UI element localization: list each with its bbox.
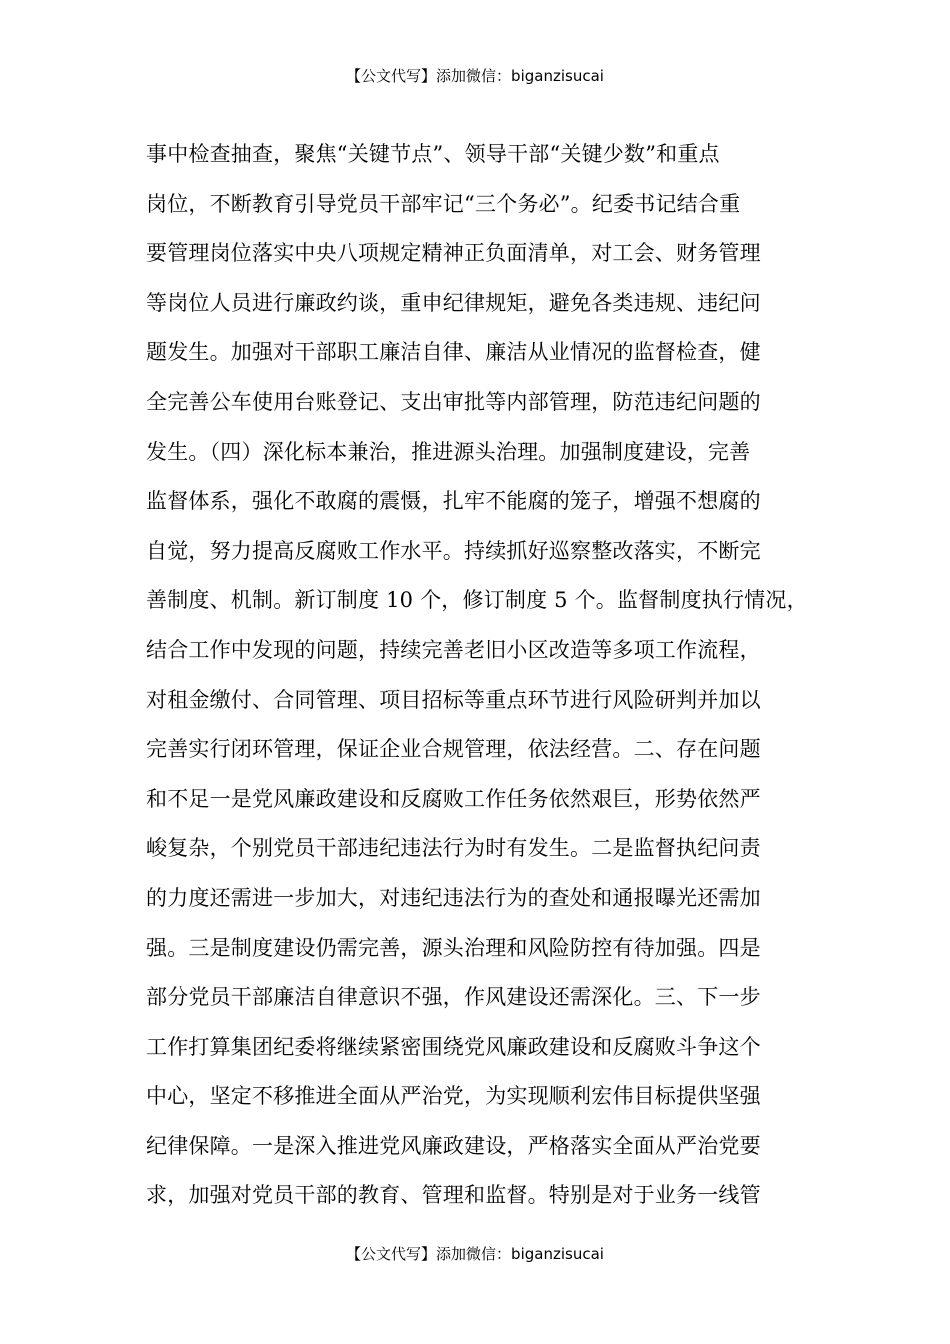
text-line: 峻复杂，个别党员干部违纪违法行为时有发生。二是监督执纪问责 (146, 836, 761, 861)
body-text (146, 130, 826, 1221)
text-line: 和不足一是党风廉政建设和反腐败工作任务依然艰巨，形势依然严 (146, 786, 761, 811)
text-line: 完善实行闭环管理，保证企业合规管理，依法经营。二、存在问题 (146, 737, 761, 762)
text-line: 中心，坚定不移推进全面从严治党，为实现顺利宏伟目标提供坚强 (146, 1084, 761, 1109)
page-header: 【公文代写】添加微信：biganzisucai (346, 67, 604, 85)
text-line: 的力度还需进一步加大，对违纪违法行为的查处和通报曝光还需加 (146, 885, 761, 910)
text-line: 监督体系，强化不敢腐的震慑，扎牢不能腐的笼子，增强不想腐的 (146, 489, 761, 514)
text-line: 全完善公车使用台账登记、支出审批等内部管理，防范违纪问题的 (146, 389, 761, 414)
text-line: 纪律保障。一是深入推进党风廉政建设，严格落实全面从严治党要 (146, 1133, 761, 1158)
text-line: 岗位，不断教育引导党员干部牢记“三个务必”。纪委书记结合重 (146, 191, 741, 216)
text-line: 发生。（四）深化标本兼治，推进源头治理。加强制度建设，完善 (146, 439, 751, 464)
text-line: 题发生。加强对干部职工廉洁自律、廉洁从业情况的监督检查，健 (146, 340, 761, 365)
page-footer: 【公文代写】添加微信：biganzisucai (346, 1245, 604, 1263)
text-line: 自觉，努力提高反腐败工作水平。持续抓好巡察整改落实，不断完 (146, 538, 761, 563)
text-line: 对租金缴付、合同管理、项目招标等重点环节进行风险研判并加以 (146, 687, 761, 712)
text-line: 工作打算集团纪委将继续紧密围绕党风廉政建设和反腐败斗争这个 (146, 1034, 761, 1059)
text-line: 强。三是制度建设仍需完善，源头治理和风险防控有待加强。四是 (146, 935, 761, 960)
text-line: 善制度、机制。新订制度 10 个，修订制度 5 个。监督制度执行情况， (146, 588, 808, 613)
text-line: 部分党员干部廉洁自律意识不强，作风建设还需深化。三、下一步 (146, 985, 761, 1010)
text-line: 求，加强对党员干部的教育、管理和监督。特别是对于业务一线管 (146, 1183, 761, 1208)
text-line: 结合工作中发现的问题，持续完善老旧小区改造等多项工作流程， (146, 637, 761, 662)
text-line: 要管理岗位落实中央八项规定精神正负面清单，对工会、财务管理 (146, 241, 761, 266)
text-line: 事中检查抽查，聚焦“关键节点”、领导干部“关键少数”和重点 (146, 142, 720, 166)
text-line: 等岗位人员进行廉政约谈，重申纪律规矩，避免各类违规、违纪问 (146, 290, 761, 315)
